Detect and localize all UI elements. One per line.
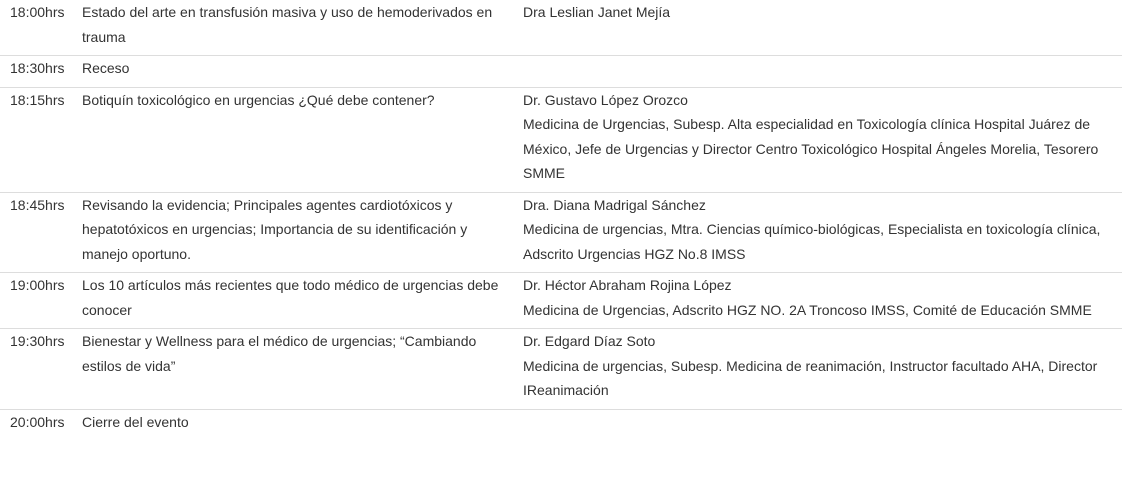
time-cell: 18:00hrs xyxy=(10,4,65,20)
speaker-cell xyxy=(523,409,1122,440)
topic-cell: Receso xyxy=(82,60,130,76)
speaker-name: Dr. Héctor Abraham Rojina López xyxy=(523,277,732,293)
speaker-cell xyxy=(523,0,1122,56)
speaker-bio: Medicina de urgencias, Mtra. Ciencias químico-biológicas, Especialista en toxicología clínica, Adscrito Urgencias HGZ No.8 IMSS xyxy=(523,221,1101,262)
speaker-cell xyxy=(523,56,1122,88)
speaker-name: Dr. Edgard Díaz Soto xyxy=(523,333,656,349)
table-row xyxy=(0,192,1122,273)
topic-cell: Botiquín toxicológico en urgencias ¿Qué debe contener? xyxy=(82,91,435,108)
speaker-cell xyxy=(523,329,1122,410)
table-row xyxy=(0,273,1122,329)
speaker-name: Dra. Diana Madrigal Sánchez xyxy=(523,196,706,213)
speaker-bio: Medicina de Urgencias, Subesp. Alta especialidad en Toxicología clínica Hospital Juárez de México, Jefe de Urgencias y Director Centro Toxicológico Hospital Ángeles Morelia, Tesorero SMME xyxy=(523,116,1099,181)
speaker-cell xyxy=(523,87,1122,192)
speaker-cell xyxy=(523,273,1122,329)
time-cell: 18:45hrs xyxy=(10,196,65,213)
speaker-name: Dr. Gustavo López Orozco xyxy=(523,91,688,108)
time-cell: 20:00hrs xyxy=(10,413,65,430)
speaker-bio: Medicina de Urgencias, Adscrito HGZ NO. 2A Troncoso IMSS, Comité de Educación SMME xyxy=(523,301,1092,318)
table-row xyxy=(0,409,1122,440)
table-row xyxy=(0,87,1122,192)
speaker-cell xyxy=(523,192,1122,273)
table-row xyxy=(0,56,1122,88)
time-cell: 18:30hrs xyxy=(10,60,65,76)
table-row xyxy=(0,329,1122,410)
speaker-bio: Medicina de urgencias, Subesp. Medicina de reanimación, Instructor facultado AHA, Director IReanimación xyxy=(523,357,1098,398)
topic-cell: Cierre del evento xyxy=(82,413,189,430)
topic-cell: Revisando la evidencia; Principales agentes cardiotóxicos y hepatotóxicos en urgencias; Importancia de su identificación y manejo oportuno. xyxy=(82,196,468,262)
speaker-name: Dra Leslian Janet Mejía xyxy=(523,4,671,20)
time-cell: 19:00hrs xyxy=(10,277,65,293)
table-row xyxy=(0,0,1122,56)
topic-cell: Estado del arte en transfusión masiva y uso de hemoderivados en trauma xyxy=(82,4,493,45)
time-cell: 18:15hrs xyxy=(10,91,65,108)
topic-cell: Bienestar y Wellness para el médico de urgencias; “Cambiando estilos de vida” xyxy=(82,333,477,374)
topic-cell: Los 10 artículos más recientes que todo médico de urgencias debe conocer xyxy=(82,277,499,318)
time-cell: 19:30hrs xyxy=(10,333,65,349)
